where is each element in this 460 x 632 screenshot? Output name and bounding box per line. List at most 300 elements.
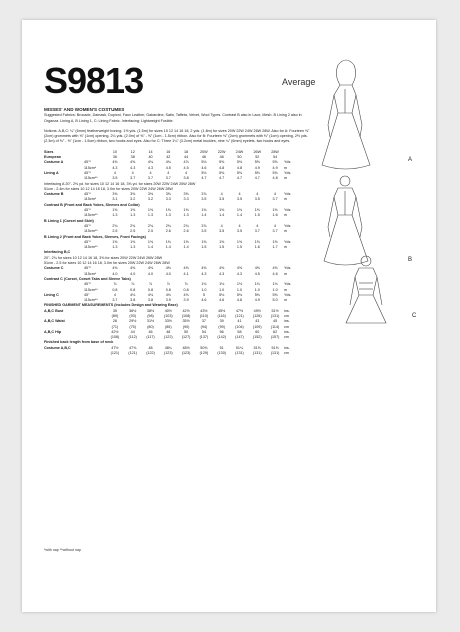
- size-value: 58: [237, 329, 242, 334]
- size-value: ⅞: [184, 282, 188, 287]
- size-value: 47½: [235, 308, 244, 313]
- fabric-width: 115cm**: [84, 213, 98, 218]
- section-heading-text: Finished back length from base of neck: [44, 340, 114, 345]
- size-value: 3⅞: [201, 192, 207, 197]
- size-value: 43½: [200, 308, 208, 313]
- fabric-width: 45"*: [84, 192, 91, 197]
- size-value: 3.5: [219, 229, 225, 234]
- size-value: 2¾: [183, 223, 189, 228]
- unit-label: m: [283, 298, 288, 303]
- size-value: 4: [274, 223, 277, 228]
- row-label: [44, 351, 84, 356]
- unit-label: Yds.: [283, 223, 292, 228]
- size-value: 3⅜: [112, 192, 118, 197]
- unit-label: m: [283, 165, 288, 170]
- size-value: 1⅝: [219, 239, 225, 244]
- size-value: 1.0: [236, 287, 243, 292]
- size-value: (123): [163, 351, 173, 356]
- size-value: 0.8: [130, 287, 136, 292]
- size-value: 3⅜: [130, 192, 136, 197]
- fabric-width: 115cm**: [84, 245, 98, 250]
- size-value: 4: [185, 170, 188, 175]
- size-value: 3.3: [183, 197, 189, 202]
- unit-label: Yds.: [283, 292, 292, 297]
- size-value: 1.0: [201, 287, 207, 292]
- size-value: 5⅛: [219, 292, 225, 297]
- size-value: 3⅜: [165, 192, 171, 197]
- size-value: 1.4: [236, 213, 243, 218]
- size-value: 1.4: [165, 245, 171, 250]
- size-value: 36: [112, 155, 117, 160]
- text-line-content: 51cm - 2.5 for sizes 10 12 14 16 18, 3.0m for sizes 20W 22W 24W 26W 28W: [44, 261, 170, 266]
- fabric-width: 115cm*: [84, 271, 97, 276]
- size-value: 1.4: [147, 245, 154, 250]
- costume-c-sketch: [346, 256, 386, 323]
- size-value: 5⅜: [254, 170, 260, 175]
- costume-a-sketch: [322, 60, 370, 169]
- size-value: 1.3: [130, 245, 136, 250]
- size-value: 1.3: [130, 213, 136, 218]
- size-value: 1⅜: [272, 208, 278, 213]
- unit-label: m: [283, 271, 288, 276]
- size-value: 2¾: [147, 223, 154, 228]
- size-value: 1⅛: [272, 282, 278, 287]
- size-value: 51⅝: [253, 345, 261, 350]
- row-label: Lining C: [44, 292, 59, 297]
- size-value: 4.6: [201, 298, 207, 303]
- size-value: 1⅜: [165, 239, 171, 244]
- size-value: 1.5: [201, 245, 207, 250]
- size-value: 5⅜: [272, 170, 278, 175]
- size-value: 44: [130, 329, 135, 334]
- size-value: 4.5: [183, 165, 189, 170]
- size-value: 1.7: [272, 245, 278, 250]
- unit-label: Yds.: [283, 282, 292, 287]
- size-value: 35: [112, 308, 117, 313]
- size-value: 4⅝: [236, 266, 243, 271]
- size-value: 50: [237, 155, 242, 160]
- size-value: (71): [111, 324, 119, 329]
- size-value: 1⅜: [219, 208, 225, 213]
- size-value: 4.9: [272, 165, 278, 170]
- size-value: (98): [147, 313, 154, 318]
- section-heading-text: B Lining 2 (Front and Back Yokes, Sleeves, Front Facings): [44, 234, 146, 239]
- size-value: 4.3: [201, 271, 207, 276]
- size-value: 4.3: [219, 271, 225, 276]
- size-value: 3.5: [236, 229, 243, 234]
- size-value: (85): [165, 324, 172, 329]
- size-value: 40½: [164, 308, 172, 313]
- size-value: 4: [113, 292, 116, 297]
- size-value: 5⅜: [219, 160, 225, 165]
- size-value: 1.0: [254, 287, 260, 292]
- size-value: 4⅜: [112, 266, 118, 271]
- size-value: 1.3: [147, 213, 154, 218]
- row-label: Costume B: [44, 192, 64, 197]
- size-value: ⅞: [113, 282, 117, 287]
- size-value: 3.8: [147, 298, 154, 303]
- size-value: 3.5: [201, 229, 207, 234]
- size-value: (131): [235, 351, 244, 356]
- size-value: 5⅛: [201, 160, 207, 165]
- section-heading-text: B Lining 1 (Corset and Skirt): [44, 218, 94, 223]
- size-value: (131): [252, 351, 262, 356]
- unit-label: Yds.: [283, 239, 292, 244]
- fabric-width: 115cm*: [84, 165, 97, 170]
- size-value: 4⅝: [130, 160, 136, 165]
- size-value: 4.6: [201, 165, 207, 170]
- size-value: 1⅝: [272, 239, 278, 244]
- size-value: 3.5: [219, 197, 225, 202]
- size-value: (103): [163, 313, 173, 318]
- size-value: 4: [131, 170, 134, 175]
- row-label: Costume C: [44, 266, 64, 271]
- size-value: 1.6: [254, 245, 260, 250]
- size-value: (130): [217, 351, 226, 356]
- size-value: 4.5: [254, 271, 260, 276]
- size-value: (80): [147, 324, 154, 329]
- size-value: 1⅝: [236, 239, 243, 244]
- size-value: 10: [112, 149, 117, 154]
- size-value: 4.0: [112, 271, 118, 276]
- size-value: 4¾: [147, 160, 154, 165]
- size-value: 4⅜: [165, 266, 171, 271]
- size-value: 16: [166, 149, 171, 154]
- size-value: (94): [200, 324, 208, 329]
- size-value: 2¾: [130, 223, 136, 228]
- size-value: 51: [219, 345, 224, 350]
- size-value: 1.3: [112, 213, 118, 218]
- size-value: 4: [238, 192, 241, 197]
- fabric-width: 45": [84, 292, 90, 297]
- size-value: 1⅜: [183, 239, 189, 244]
- sketch-label-a: A: [408, 157, 413, 163]
- size-value: 3.2: [130, 197, 136, 202]
- fabric-width: 45"*: [84, 239, 91, 244]
- size-value: 3.7: [254, 229, 260, 234]
- size-value: 4: [274, 192, 277, 197]
- size-value: 4⅛: [183, 292, 189, 297]
- difficulty-level: Average: [282, 77, 316, 87]
- size-value: (126): [252, 313, 262, 318]
- pattern-content: [44, 107, 314, 356]
- size-value: 3⅞: [201, 223, 207, 228]
- size-value: 4.3: [147, 165, 154, 170]
- unit-label: Yds.: [283, 208, 292, 213]
- size-value: 3.5: [236, 197, 243, 202]
- size-value: 4.8: [236, 298, 243, 303]
- fabric-width: 115cm**: [84, 287, 98, 292]
- size-value: 1.4: [201, 213, 207, 218]
- size-value: 29½: [129, 319, 137, 324]
- size-value: 4⅝: [272, 266, 278, 271]
- size-value: 4: [167, 170, 170, 175]
- size-value: 4.8: [236, 165, 243, 170]
- size-value: 1⅜: [112, 208, 118, 213]
- size-value: 1.3: [183, 213, 189, 218]
- size-value: 1.3: [165, 213, 171, 218]
- size-value: 3.2: [147, 197, 154, 202]
- size-value: 4.0: [130, 271, 136, 276]
- size-value: 4.3: [130, 165, 136, 170]
- size-value: 1⅛: [201, 282, 207, 287]
- size-value: 3.1: [112, 197, 118, 202]
- size-value: 2¾: [112, 223, 118, 228]
- size-value: 5⅝: [254, 160, 260, 165]
- fabric-width: 45"*: [84, 160, 91, 165]
- size-value: 3.5: [201, 197, 207, 202]
- size-value: (116): [217, 313, 226, 318]
- size-value: 2¾: [165, 223, 171, 228]
- size-value: 5⅜: [236, 292, 243, 297]
- size-value: 4.3: [236, 271, 243, 276]
- size-value: 48¼: [164, 345, 172, 350]
- size-value: 4⅛: [165, 292, 171, 297]
- unit-label: cm: [283, 335, 289, 340]
- size-value: 48: [148, 345, 153, 350]
- size-value: 4⅝: [112, 160, 118, 165]
- size-value: 3.7: [272, 197, 278, 202]
- size-value: 4⅛: [147, 292, 154, 297]
- size-value: 5⅜: [254, 292, 260, 297]
- size-value: 41: [237, 319, 242, 324]
- size-value: 4.7: [219, 176, 225, 181]
- garment-sketches: [308, 55, 428, 325]
- size-value: 4.6: [219, 298, 225, 303]
- size-value: 48: [219, 155, 224, 160]
- size-value: 48: [166, 329, 171, 334]
- size-value: (112): [128, 335, 137, 340]
- size-value: 1⅝: [254, 239, 260, 244]
- row-label: Sizes: [44, 149, 54, 154]
- size-value: 4: [256, 192, 259, 197]
- unit-label: cm: [283, 351, 289, 356]
- unit-label: Yds.: [283, 266, 292, 271]
- fabric-width: 45"*: [84, 282, 91, 287]
- size-value: 56: [219, 329, 224, 334]
- size-value: 20W: [200, 149, 208, 154]
- size-value: 4⅝: [219, 266, 225, 271]
- row-label: A,B,C Bust: [44, 308, 64, 313]
- pattern-title: MISSES' AND WOMEN'S COSTUMES: [44, 107, 125, 112]
- size-value: 40: [148, 155, 153, 160]
- size-value: 3.3: [165, 197, 171, 202]
- size-value: 22W: [217, 149, 226, 154]
- size-value: (104): [235, 324, 244, 329]
- unit-label: ins.: [283, 319, 290, 324]
- row-label: European: [44, 155, 62, 160]
- unit-label: ins.: [283, 329, 290, 334]
- size-value: 3.5: [254, 197, 260, 202]
- size-value: 3.5: [112, 176, 118, 181]
- size-value: ⅞: [166, 282, 170, 287]
- size-value: 1.0: [219, 287, 225, 292]
- size-value: 24W: [235, 149, 244, 154]
- size-value: (121): [235, 313, 244, 318]
- fabric-width: 45"*: [84, 223, 91, 228]
- size-value: 2.6: [165, 229, 171, 234]
- size-value: 42½: [111, 329, 119, 334]
- size-value: ⅞: [148, 282, 153, 287]
- text-line-content: 51cm - 2.4m for sizes 10 12 14 16 18, 3.0m for sizes 20W 22W 24W 26W 28W: [44, 186, 173, 191]
- unit-label: m: [283, 176, 288, 181]
- size-value: 5⅜: [219, 170, 225, 175]
- size-value: 4⅝: [201, 266, 207, 271]
- size-value: (110): [199, 313, 209, 318]
- size-value: 4⅝: [254, 266, 260, 271]
- size-value: (89): [111, 313, 119, 318]
- size-value: 62: [273, 329, 278, 334]
- size-value: 31½: [146, 319, 155, 324]
- row-label: A,B,C Waist: [44, 319, 65, 324]
- size-value: 5.0: [272, 298, 278, 303]
- size-value: 1⅜: [165, 208, 171, 213]
- section-heading-text: Contrast B (Front and Back Yokes, Sleeves and Collar): [44, 202, 140, 207]
- unit-label: cm: [283, 324, 289, 329]
- costume-sketches-svg: [308, 55, 428, 325]
- size-value: 4⅛: [130, 292, 136, 297]
- size-value: 5⅛: [201, 170, 207, 175]
- costume-b-sketch: [324, 176, 368, 265]
- unit-label: ins.: [283, 308, 290, 313]
- size-value: 1.4: [183, 245, 189, 250]
- size-value: (75): [129, 324, 136, 329]
- size-value: 28W: [271, 149, 279, 154]
- size-value: 1⅜: [130, 208, 136, 213]
- size-value: 0.8: [183, 287, 189, 292]
- unit-label: m: [283, 197, 288, 202]
- size-value: (152): [252, 335, 262, 340]
- size-value: 0.8: [165, 287, 171, 292]
- size-value: 4⅞: [183, 160, 189, 165]
- size-value: 3.9: [165, 298, 171, 303]
- row-label: Lining A: [44, 170, 59, 175]
- row-label: A,B,C Hip: [44, 329, 62, 334]
- size-value: 51¼: [235, 345, 244, 350]
- size-value: 50⅝: [200, 345, 208, 350]
- size-value: 38½: [146, 308, 155, 313]
- size-value: 4⅜: [130, 266, 136, 271]
- size-value: 54: [201, 329, 206, 334]
- size-value: 3.8: [130, 298, 136, 303]
- size-value: 1⅜: [254, 208, 260, 213]
- fabric-width: 115cm**: [84, 229, 98, 234]
- unit-label: m: [283, 245, 288, 250]
- size-value: 26W: [253, 149, 262, 154]
- size-value: 3.7: [130, 176, 136, 181]
- size-value: 4.7: [201, 176, 207, 181]
- size-value: 4.6: [272, 271, 278, 276]
- unit-label: m: [283, 287, 288, 292]
- suggested-fabrics: Suggested Fabrics: Brocade, Damask, Dupioni, Faux Leather, Gabardine, Satin, Taffeta, Velvet, Wool Types. Contrast B also in Lace, Mesh. B Lining 2 also in Organza. Lining A, B Lining 1, C: Lining Fabric. Interfacing: Lightweight Fusible.: [44, 113, 302, 123]
- size-value: 52: [255, 155, 260, 160]
- size-value: 1⅜: [130, 239, 136, 244]
- fabric-width: 115cm**: [84, 298, 98, 303]
- row-label: Costume A,B,C: [44, 345, 71, 350]
- fabric-width: 45"*: [84, 170, 91, 175]
- fabric-width: [84, 351, 106, 356]
- size-value: 4.9: [254, 165, 260, 170]
- size-value: (147): [235, 335, 244, 340]
- yardage-table: [44, 150, 314, 357]
- size-value: 4.0: [147, 271, 154, 276]
- sketch-label-c: C: [412, 313, 417, 319]
- sketch-label-b: B: [408, 257, 413, 263]
- size-value: 42: [166, 155, 171, 160]
- unit-label: cm: [283, 313, 289, 318]
- size-value: 4.0: [165, 271, 171, 276]
- size-value: 1⅝: [201, 239, 207, 244]
- size-value: 5⅝: [272, 160, 278, 165]
- size-value: (127): [181, 335, 191, 340]
- size-value: 51½: [271, 308, 279, 313]
- size-value: (131): [270, 351, 280, 356]
- text-line-content: 20"- 2¾ for sizes 10 12 14 16 18, 3⅜ for sizes 20W 22W 24W 26W 28W: [44, 255, 163, 260]
- size-value: (142): [217, 335, 226, 340]
- size-value: (129): [199, 351, 209, 356]
- size-value: 2.5: [130, 229, 136, 234]
- size-value: 42½: [182, 308, 190, 313]
- size-value: 2.5: [112, 229, 118, 234]
- size-value: 4⅜: [183, 266, 189, 271]
- size-value: (137): [199, 335, 209, 340]
- section-heading-text: FINISHED GARMENT MEASUREMENTS (Includes Design and Wearing Ease): [44, 303, 178, 308]
- unit-label: m: [283, 213, 288, 218]
- size-value: 4.7: [236, 176, 243, 181]
- size-value: 46: [201, 155, 206, 160]
- size-value: 1⅛: [254, 282, 260, 287]
- size-value: 38: [130, 155, 135, 160]
- size-value: (121): [110, 351, 120, 356]
- size-value: 5: [202, 292, 205, 297]
- size-value: 36½: [129, 308, 137, 313]
- size-value: 14: [148, 149, 153, 154]
- size-value: 45½: [218, 308, 226, 313]
- size-value: 1.5: [219, 245, 225, 250]
- size-value: 1⅜: [112, 239, 118, 244]
- size-value: 1⅜: [201, 208, 207, 213]
- size-value: 45: [273, 319, 278, 324]
- size-value: 1.0: [272, 287, 278, 292]
- size-value: 50: [184, 329, 189, 334]
- size-value: 12: [130, 149, 135, 154]
- size-value: 4.1: [183, 271, 189, 276]
- size-value: (117): [146, 335, 155, 340]
- fabric-width: 45"*: [84, 208, 91, 213]
- section-heading-text: Interfacing B,C: [44, 250, 71, 255]
- row-label: Costume A: [44, 160, 64, 165]
- size-value: 4.8: [219, 165, 225, 170]
- size-value: 3⅜: [183, 192, 189, 197]
- size-value: 4: [149, 170, 152, 175]
- size-value: 33½: [164, 319, 172, 324]
- size-value: 4.5: [165, 165, 171, 170]
- size-value: 4: [113, 170, 116, 175]
- size-value: 28: [112, 319, 117, 324]
- text-line-content: Interfacing A 20"- 2⅜ yd. for sizes 10 12 14 16 18, 3⅜ yd. for sizes 20W 22W 24W 26W 28W: [44, 181, 196, 186]
- size-value: 4⅜: [147, 266, 154, 271]
- size-value: 49½: [253, 308, 261, 313]
- size-value: 60: [255, 329, 260, 334]
- size-value: (122): [146, 351, 155, 356]
- size-value: 5⅜: [272, 292, 278, 297]
- size-value: (108): [110, 335, 120, 340]
- size-value: 18: [184, 149, 189, 154]
- unit-label: ins.: [283, 345, 290, 350]
- size-value: 1⅜: [147, 208, 154, 213]
- size-value: 1⅜: [147, 239, 154, 244]
- fabric-width: 115cm*: [84, 197, 97, 202]
